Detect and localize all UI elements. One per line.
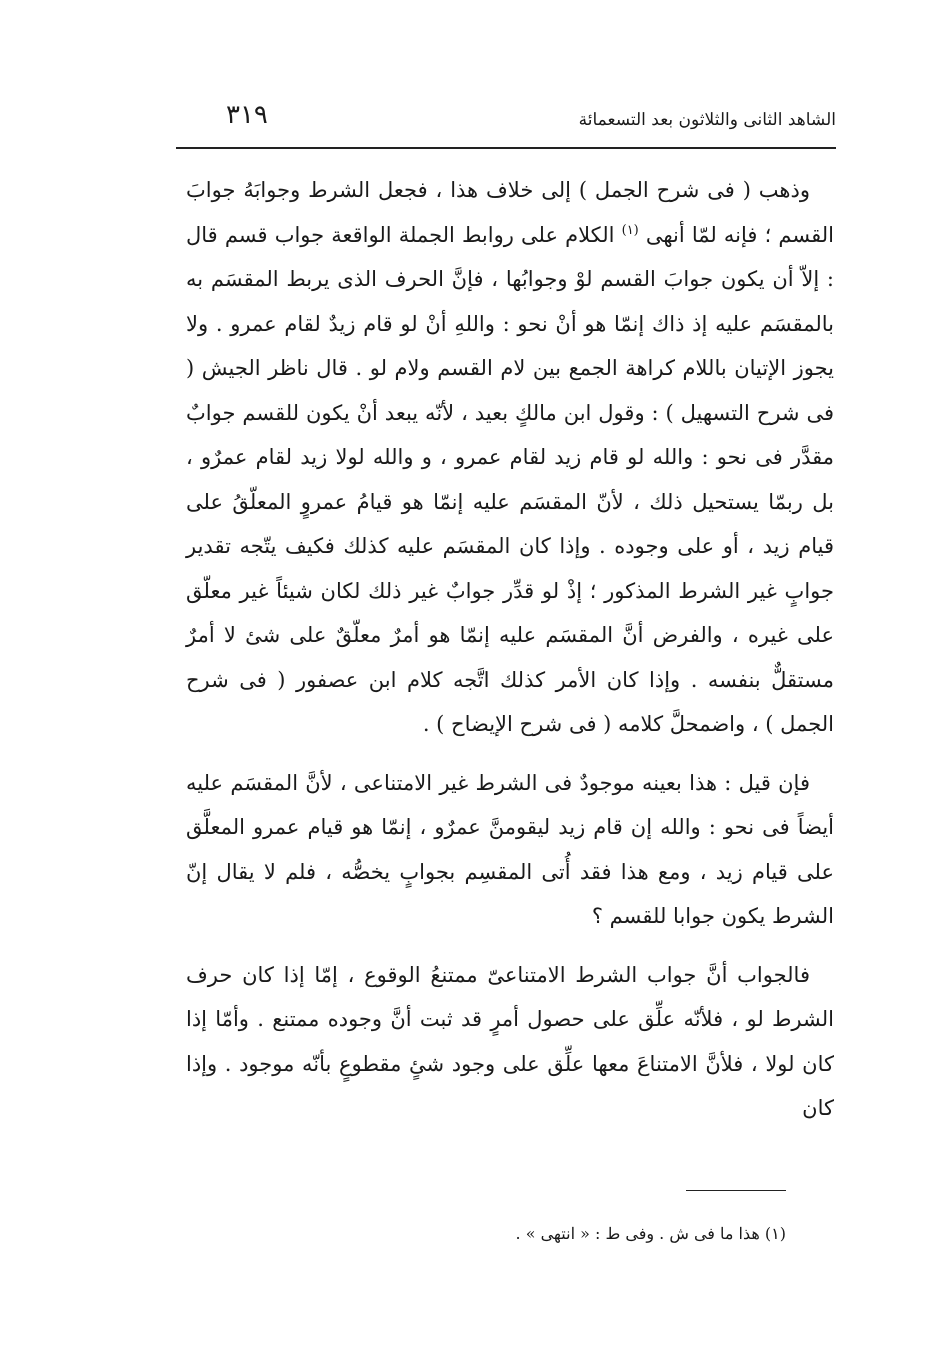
page-number: ٣١٩ <box>226 100 268 130</box>
footnote: (١) هذا ما فى ش . وفى ط : « انتهى » . <box>515 1224 786 1243</box>
paragraph-1-part-1: وذهب ( فى شرح الجمل ) إلى خلاف هذا ، فجعل الشرط وجوابَهُ جوابَ القسم ؛ فإنه لمّا أنهى <box>186 178 834 247</box>
footnote-rule <box>686 1190 786 1191</box>
paragraph-2: فإن قيل : هذا بعينه موجودٌ فى الشرط غير الامتناعى ، لأنَّ المقسَم عليه أيضاً فى نحو : والله إن قام زيد ليقومنَّ عمرٌو ، إنمّا هو قيام عمرو المعلَّق على قيام زيد ، ومع هذا فقد أُتى المقسِم بجوابٍ يخصُّه ، فلم لا يقال إنّ الشرط يكون جوابا للقسم ؟ <box>186 770 834 928</box>
running-title: الشاهد الثانى والثلاثون بعد التسعمائة <box>578 110 836 130</box>
page-header <box>176 100 836 140</box>
body-text <box>186 168 834 1131</box>
footnote-reference: (١) <box>621 222 639 238</box>
header-rule <box>176 147 836 149</box>
paragraph-1 <box>186 168 834 747</box>
paragraph-3: فالجواب أنَّ جواب الشرط الامتناعىّ ممتنعُ الوقوع ، إمّا إذا كان حرف الشرط لو ، فلأنّه علِّق على حصول أمرٍ قد ثبت أنَّ وجوده ممتنع . وأمّا إذا كان لولا ، فلأنَّ الامتناعَ معها علِّق على وجود شئٍ مقطوعٍ بأنّه موجود . وإذا كان <box>186 962 834 1120</box>
paragraph-1-part-2: الكلام على روابط الجملة الواقعة جواب قسم قال : إلاّ أن يكون جوابَ القسم لوْ وجوابُها ، فإنَّ الحرف الذى يربط المقسَم به بالمقسَم عليه إذ ذاك إنمّا هو أنْ نحو : واللهِ أنْ لو قام زيدٌ لقام عمرو . ولا يجوز الإتيان باللام كراهة الجمع بين لام القسم ولام لو . قال ناظر الجيش ( فى شرح التسهيل ) : وقول ابن مالكٍ بعيد ، لأنّه يبعد أنْ يكون للقسم جوابٌ مقدَّر فى نحو : والله لو قام زيد لقام عمرو ، و والله لولا زيد لقام عمرٌو ، بل ربمّا يستحيل ذلك ، لأنّ المقسَم عليه إنمّا هو قيامُ عمروٍ المعلّقُ على قيام زيد ، أو على وجوده . وإذا كان المقسَم عليه كذلك فكيف يتّجه تقدير جوابٍ غير الشرط المذكور ؛ إذْ لو قدِّر جوابٌ غير ذلك لكان شيئاً غير معلّق على غيره ، والفرض أنَّ المقسَم عليه إنمّا هو أمرٌ معلّقٌ على شئ لا أمرٌ مستقلٌّ بنفسه . وإذا كان الأمر كذلك اتَّجه كلام ابن عصفور ( فى شرح الجمل ) ، واضمحلَّ كلامه ( فى شرح الإيضاح ) . <box>186 222 834 736</box>
